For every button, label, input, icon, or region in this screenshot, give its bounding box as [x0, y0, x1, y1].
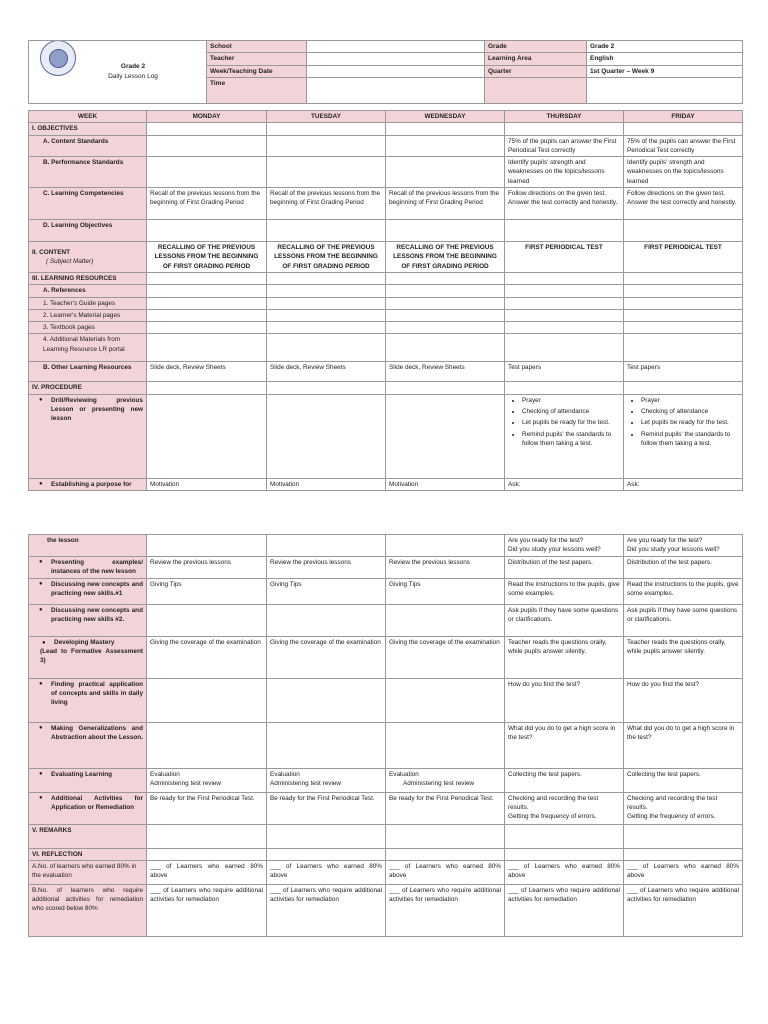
content-standards-thursday: 75% of the pupils can answer the First Periodical Test correctly [505, 135, 624, 157]
eval-line-2: Administering test review [150, 779, 222, 787]
mastery-friday: Teacher reads the questions orally, while pupils answer silently. [624, 636, 743, 678]
additional-monday: Be ready for the First Periodical Test. [147, 792, 267, 824]
evaluating-label: ● Evaluating Learning [29, 768, 147, 792]
reflection-a-wednesday: ___ of Learners who earned 80% above [386, 860, 505, 884]
time-value [307, 78, 485, 104]
reflection-a-thursday: ___ of Learners who earned 80% above [505, 860, 624, 884]
competencies-friday: Follow directions on the given test. Answer the test correctly and honestly. [624, 188, 743, 220]
discussing1-wednesday: Giving Tips [386, 578, 505, 604]
purpose-thursday: Ask: [505, 478, 624, 490]
content-label [29, 242, 147, 273]
mastery-label [29, 636, 147, 678]
reflection-b-wednesday: ___ of Learners who require additional activities for remediation [386, 884, 505, 936]
list-item: • Prayer [641, 396, 739, 405]
purpose-continued-label: the lesson [29, 535, 147, 557]
eval-line-1: Evaluation [270, 770, 300, 778]
other-resources-wednesday: Slide deck, Review Sheets [386, 362, 505, 382]
purpose-friday: Ask: [624, 478, 743, 490]
list-item: • Let pupils be ready for the test. [522, 418, 620, 427]
learners-material-label: 2. Learner's Material pages [29, 309, 147, 321]
quarter-value: 1st Quarter – Week 9 [587, 65, 743, 77]
finding-friday: How do you find the test? [624, 678, 743, 722]
school-label: School [207, 41, 307, 53]
content-friday: FIRST PERIODICAL TEST [624, 242, 743, 273]
teacher-label: Teacher [207, 53, 307, 65]
competencies-label: C. Learning Competencies [29, 188, 147, 220]
list-item: • Remind pupils' the standards to follow them taking a test. [641, 430, 739, 449]
reflection-b-monday: ___ of Learners who require additional activities for remediation [147, 884, 267, 936]
content-tuesday: RECALLING OF THE PREVIOUS LESSONS FROM THE BEGINNING OF FIRST GRADING PERIOD [267, 242, 386, 273]
reflection-a-monday: ___ of Learners who earned 80% above [147, 860, 267, 884]
purpose-ask-friday: Are you ready for the test? Did you study your lessons well? [624, 535, 743, 557]
reflection-label: VI. REFLECTION [29, 848, 147, 860]
reflection-b-friday: ___ of Learners who require additional activities for remediation [624, 884, 743, 936]
objectives-label: I. OBJECTIVES [29, 123, 147, 135]
learning-area-label: Learning Area [485, 53, 587, 65]
eval-line-1: Evaluation [150, 770, 180, 778]
time-label: Time [207, 78, 307, 104]
list-item: • Let pupils be ready for the test. [641, 418, 739, 427]
monday-header: MONDAY [147, 111, 267, 123]
evaluating-friday: Collecting the test papers. [624, 768, 743, 792]
other-resources-thursday: Test papers [505, 362, 624, 382]
drill-friday-list [627, 396, 739, 448]
resources-label: III. LEARNING RESOURCES [29, 272, 147, 284]
other-resources-friday: Test papers [624, 362, 743, 382]
purpose-ask-thursday: Are you ready for the test? Did you study your lessons well? [505, 535, 624, 557]
discussing2-friday: Ask pupils if they have some questions or clarifications. [624, 604, 743, 636]
teacher-value [307, 53, 485, 65]
additional-wednesday: Be ready for the First Periodical Test. [386, 792, 505, 824]
evaluating-tuesday [267, 768, 386, 792]
eval-line-1: Evaluation [389, 770, 419, 778]
competencies-monday: Recall of the previous lessons from the beginning of First Grading Period [147, 188, 267, 220]
other-resources-tuesday: Slide deck, Review Sheets [267, 362, 386, 382]
content-heading: II. CONTENT [32, 248, 70, 256]
list-item: • Prayer [522, 396, 620, 405]
evaluating-monday [147, 768, 267, 792]
learning-area-value: English [587, 53, 743, 65]
content-standards-label: A. Content Standards [29, 135, 147, 157]
drill-thursday [505, 394, 624, 478]
making-label: ● Making Generalizations and Abstraction about the Lesson. [29, 722, 147, 768]
additional-activities-label: ● Additional Activities for Application or Remediation [29, 792, 147, 824]
references-label: A. References [29, 285, 147, 297]
list-item: • Checking of attendance [522, 407, 620, 416]
presenting-label: ● Presenting examples/ instances of the new lesson [29, 556, 147, 578]
reflection-b-label: B.No. of learners who require additional activities for remediation who scored below 80% [29, 884, 147, 936]
week-date-value [307, 65, 485, 77]
discussing1-label: ● Discussing new concepts and practicing new skills.#1 [29, 578, 147, 604]
friday-header: FRIDAY [624, 111, 743, 123]
making-friday: What did you do to get a high score in the test? [624, 722, 743, 768]
competencies-wednesday: Recall of the previous lessons from the beginning of First Grading Period [386, 188, 505, 220]
teachers-guide-label: 1. Teacher's Guide pages [29, 297, 147, 309]
drill-label: ● Drill/Reviewing previous Lesson or presenting new lesson [29, 394, 147, 478]
eval-line-2: Administering test review [270, 779, 342, 787]
thursday-header: THURSDAY [505, 111, 624, 123]
discussing1-friday: Read the instructions to the pupils, give some examples. [624, 578, 743, 604]
subject-matter-label: ( Subject Matter) [46, 258, 94, 266]
performance-standards-friday: Identify pupils' strength and weaknesses on the topics/lessons learned [624, 157, 743, 188]
school-value [307, 41, 485, 53]
quarter-label: Quarter [485, 65, 587, 77]
add-line-2: Getting the frequency of errors. [508, 813, 597, 821]
performance-standards-label: B. Performance Standards [29, 157, 147, 188]
mastery-heading: ● Developing Mastery [32, 638, 143, 647]
wednesday-header: WEDNESDAY [386, 111, 505, 123]
grade-title: Grade 2 [120, 63, 146, 70]
presenting-friday: Distribution of the test papers. [624, 556, 743, 578]
content-wednesday: RECALLING OF THE PREVIOUS LESSONS FROM THE BEGINNING OF FIRST GRADING PERIOD [386, 242, 505, 273]
making-thursday: What did you do to get a high score in the test? [505, 722, 624, 768]
mastery-thursday: Teacher reads the questions orally, while pupils answer silently. [505, 636, 624, 678]
discussing1-tuesday: Giving Tips [267, 578, 386, 604]
grade-value: Grade 2 [587, 41, 743, 53]
content-monday: RECALLING OF THE PREVIOUS LESSONS FROM THE BEGINNING OF FIRST GRADING PERIOD [147, 242, 267, 273]
presenting-thursday: Distribution of the test papers. [505, 556, 624, 578]
textbook-label: 3. Textbook pages [29, 322, 147, 334]
reflection-a-label: A.No. of learners who earned 80% in the evaluation [29, 860, 147, 884]
week-date-label: Week/Teaching Date [207, 65, 307, 77]
additional-tuesday: Be ready for the First Periodical Test. [267, 792, 386, 824]
add-line-1: Checking and recording the test results. [508, 794, 599, 811]
log-title: Daily Lesson Log [108, 73, 158, 81]
empty-label [485, 78, 587, 104]
lesson-table-part2 [28, 534, 743, 937]
additional-thursday [505, 792, 624, 824]
reflection-b-thursday: ___ of Learners who require additional activities for remediation [505, 884, 624, 936]
presenting-wednesday: Review the previous lessons [386, 556, 505, 578]
add-line-2: Getting the frequency of errors. [627, 813, 716, 821]
list-item: • Remind pupils' the standards to follow them taking a test. [522, 430, 620, 449]
tuesday-header: TUESDAY [267, 111, 386, 123]
reflection-b-tuesday: ___ of Learners who require additional activities for remediation [267, 884, 386, 936]
other-resources-label: B. Other Learning Resources [29, 362, 147, 382]
add-line-1: Checking and recording the test results. [627, 794, 718, 811]
learning-objectives-label: D. Learning Objectives [29, 220, 147, 242]
list-item: • Checking of attendance [641, 407, 739, 416]
other-resources-monday: Slide deck, Review Sheets [147, 362, 267, 382]
procedure-label: IV. PROCEDURE [29, 382, 147, 394]
additional-materials-label: 4. Additional Materials from Learning Resource LR portal [29, 334, 147, 362]
grade-label: Grade [485, 41, 587, 53]
eval-line-2: Administering test review [403, 779, 475, 787]
mastery-wednesday: Giving the coverage of the examination [386, 636, 505, 678]
finding-thursday: How do you find the test? [505, 678, 624, 722]
days-header-row [29, 111, 743, 123]
purpose-label: ● Establishing a purpose for [29, 478, 147, 490]
presenting-monday: Review the previous lessons [147, 556, 267, 578]
header-table [28, 40, 743, 104]
purpose-monday: Motivation [147, 478, 267, 490]
discussing2-label: ● Discussing new concepts and practicing new skills #2. [29, 604, 147, 636]
mastery-sub: (Lead to Formative Assessment 3) [40, 647, 143, 665]
additional-friday [624, 792, 743, 824]
finding-label: ● Finding practical application of concepts and skills in daily living [29, 678, 147, 722]
drill-thursday-list [508, 396, 620, 448]
discussing1-thursday: Read the instructions to the pupils, give some examples. [505, 578, 624, 604]
week-header: WEEK [29, 111, 147, 123]
reflection-a-friday: ___ of Learners who earned 80% above [624, 860, 743, 884]
discussing1-monday: Giving Tips [147, 578, 267, 604]
competencies-tuesday: Recall of the previous lessons from the beginning of First Grading Period [267, 188, 386, 220]
reflection-a-tuesday: ___ of Learners who earned 80% above [267, 860, 386, 884]
purpose-wednesday: Motivation [386, 478, 505, 490]
remarks-label: V. REMARKS [29, 824, 147, 848]
performance-standards-thursday: Identify pupils' strength and weaknesses on the topics/lessons learned [505, 157, 624, 188]
lesson-table-part1 [28, 110, 743, 491]
evaluating-wednesday [386, 768, 505, 792]
competencies-thursday: Follow directions on the given test. Answer the test correctly and honestly. [505, 188, 624, 220]
empty-value [587, 78, 743, 104]
content-thursday: FIRST PERIODICAL TEST [505, 242, 624, 273]
evaluating-thursday: Collecting the test papers. [505, 768, 624, 792]
content-standards-friday: 75% of the pupils can answer the First Periodical Test correctly [624, 135, 743, 157]
mastery-tuesday: Giving the coverage of the examination [267, 636, 386, 678]
purpose-tuesday: Motivation [267, 478, 386, 490]
logo-cell [29, 41, 207, 104]
discussing2-thursday: Ask pupils if they have some questions or clarifications. [505, 604, 624, 636]
mastery-monday: Giving the coverage of the examination [147, 636, 267, 678]
presenting-tuesday: Review the previous lessons [267, 556, 386, 578]
drill-friday [624, 394, 743, 478]
